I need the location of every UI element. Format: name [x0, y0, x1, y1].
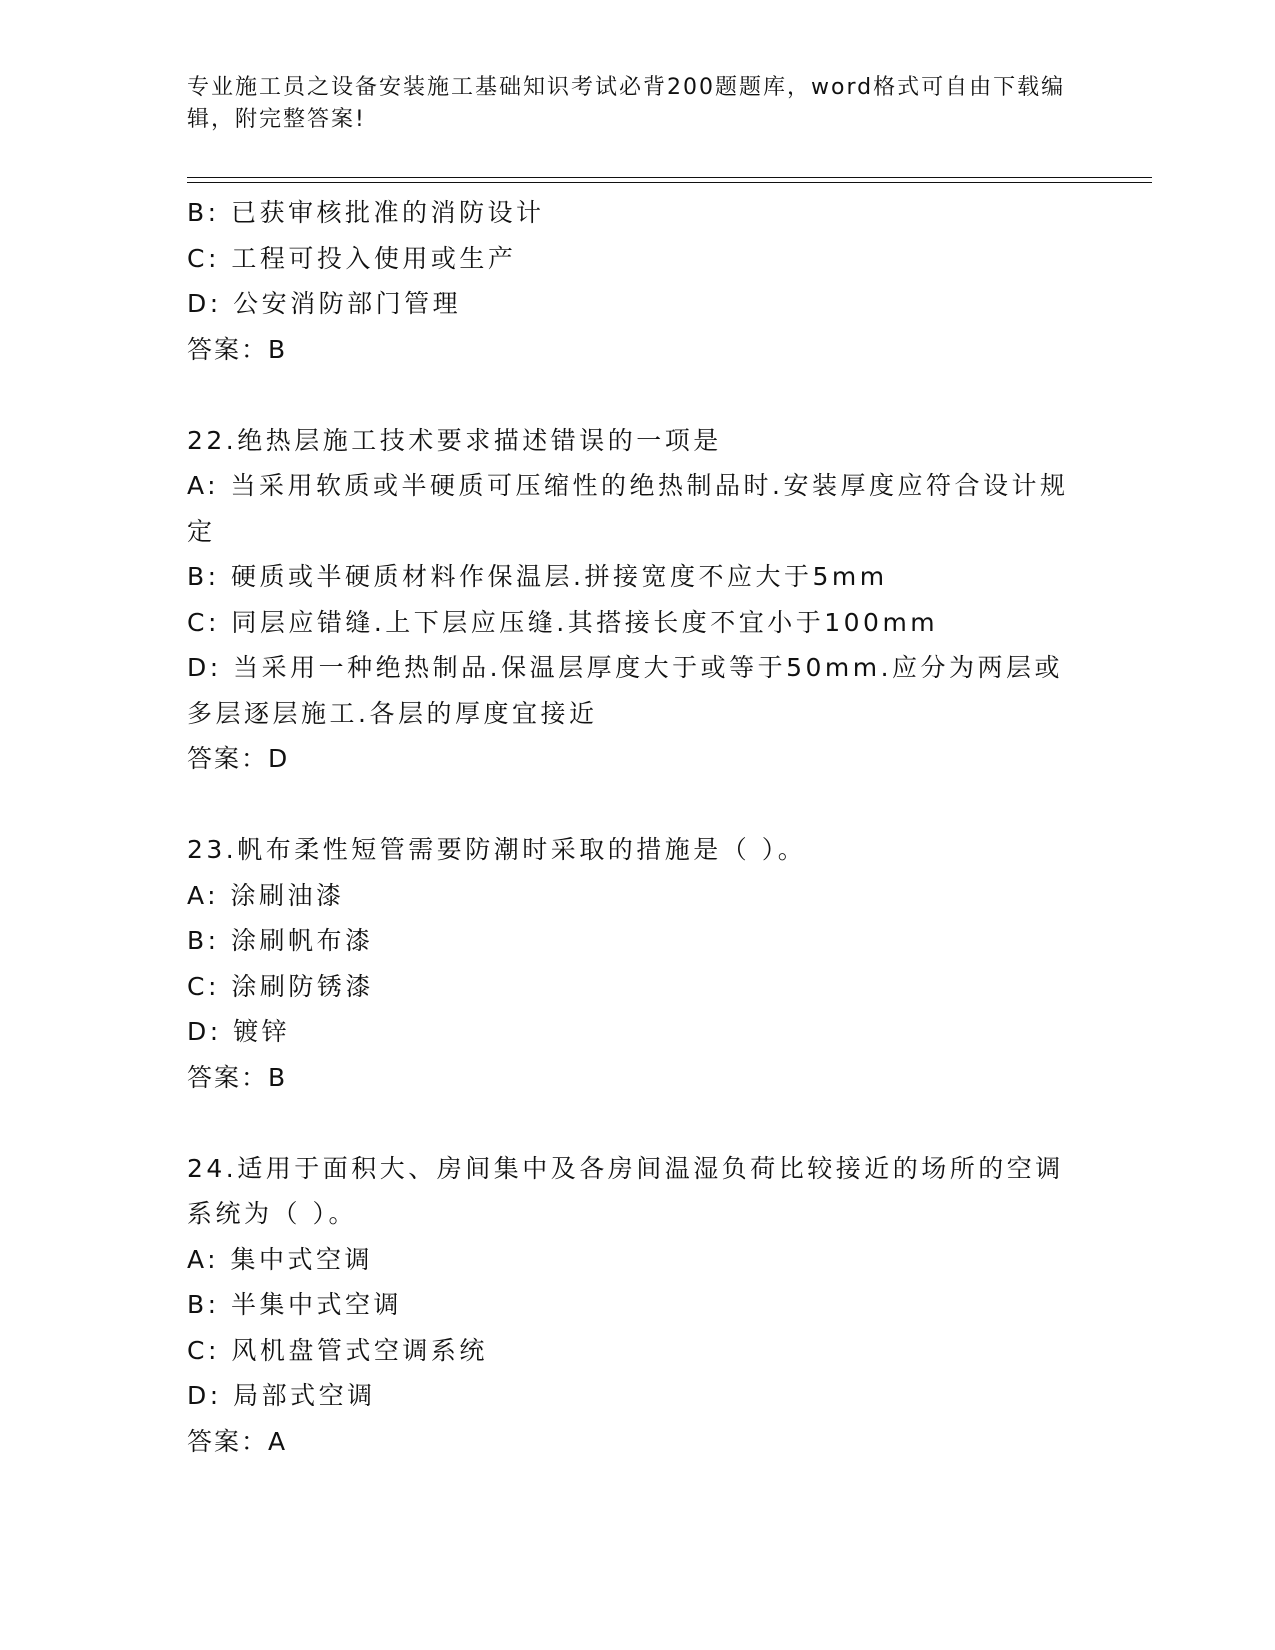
answer-text: 答案：B — [187, 334, 288, 364]
question-spacer — [187, 372, 1087, 418]
option-a: A: 集中式空调 — [187, 1244, 374, 1274]
question-block-22 — [187, 418, 1087, 782]
question-block-21 — [187, 190, 1087, 372]
question-list — [187, 190, 1087, 1464]
option-c: C: 风机盘管式空调系统 — [187, 1335, 488, 1365]
answer-text: 答案：B — [187, 1062, 288, 1092]
option-c: C: 同层应错缝.上下层应压缝.其搭接长度不宜小于100mm — [187, 607, 939, 637]
option-c: C: 工程可投入使用或生产 — [187, 243, 517, 273]
answer-text: 答案：D — [187, 744, 290, 773]
option-d: D: 当采用一种绝热制品.保温层厚度大于或等于50mm.应分为两层或多层逐层施工.各层的厚度宜接近 — [187, 653, 1064, 728]
option-b: B: 硬质或半硬质材料作保温层.拼接宽度不应大于5mm — [187, 562, 888, 591]
option-d: D: 公安消防部门管理 — [187, 289, 462, 318]
option-b: B: 已获审核批准的消防设计 — [187, 198, 545, 227]
header-divider-bottom — [187, 182, 1152, 183]
question-spacer — [187, 782, 1087, 828]
question-text: 24.适用于面积大、房间集中及各房间温湿负荷比较接近的场所的空调系统为（ ）。 — [187, 1153, 1064, 1228]
document-header-title: 专业施工员之设备安装施工基础知识考试必背200题题库，word格式可自由下载编辑，附完整答案! — [187, 75, 1066, 132]
option-a: A: 涂刷油漆 — [187, 880, 345, 910]
question-text: 22.绝热层施工技术要求描述错误的一项是 — [187, 425, 722, 455]
question-text: 23.帆布柔性短管需要防潮时采取的措施是（ ）。 — [187, 835, 807, 864]
option-c: C: 涂刷防锈漆 — [187, 971, 374, 1001]
option-d: D: 镀锌 — [187, 1017, 291, 1046]
option-b: B: 涂刷帆布漆 — [187, 926, 374, 955]
question-block-24 — [187, 1146, 1087, 1465]
question-spacer — [187, 1100, 1087, 1146]
header-divider-top — [187, 177, 1152, 178]
option-d: D: 局部式空调 — [187, 1381, 376, 1410]
question-block-23 — [187, 827, 1087, 1100]
option-a: A: 当采用软质或半硬质可压缩性的绝热制品时.安装厚度应符合设计规定 — [187, 471, 1069, 546]
option-b: B: 半集中式空调 — [187, 1290, 403, 1319]
answer-text: 答案：A — [187, 1426, 288, 1456]
